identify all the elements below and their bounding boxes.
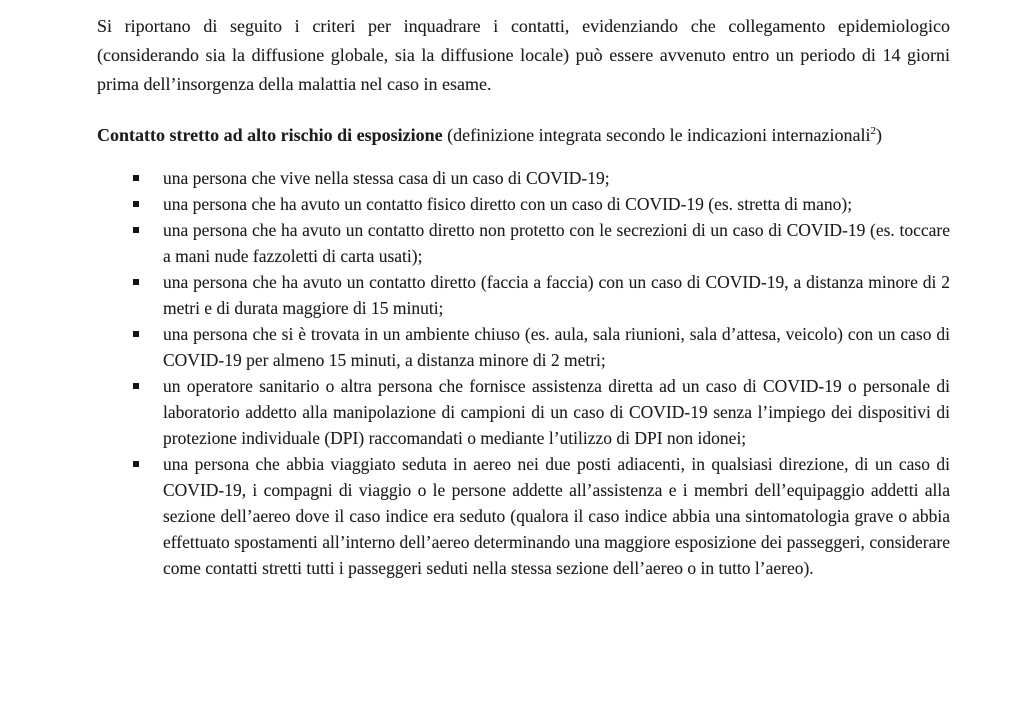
list-item-text: una persona che ha avuto un contatto diretto non protetto con le secrezioni di un caso di COVID-19 (es. toccare a mani nude fazzoletti di carta usati); [163, 220, 950, 266]
bullet-square-icon [133, 279, 139, 285]
section-heading-parenthetical: (definizione integrata secondo le indicazioni internazionali [442, 125, 871, 145]
section-heading-bold: Contatto stretto ad alto rischio di esposizione [97, 125, 443, 145]
intro-paragraph: Si riportano di seguito i criteri per inquadrare i contatti, evidenziando che collegamento epidemiologico (considerando sia la diffusione globale, sia la diffusione locale) può essere avvenuto entro un periodo di 14 giorni prima dell’insorgenza della malattia nel caso in esame. [97, 16, 950, 94]
list-item [97, 269, 950, 321]
list-item-text: una persona che ha avuto un contatto diretto (faccia a faccia) con un caso di COVID-19, a distanza minore di 2 metri e di durata maggiore di 15 minuti; [163, 272, 950, 318]
list-item [97, 451, 950, 581]
criteria-list [97, 165, 950, 581]
list-item-text: una persona che ha avuto un contatto fisico diretto con un caso di COVID-19 (es. stretta di mano); [163, 194, 853, 214]
section-heading [97, 123, 950, 147]
bullet-square-icon [133, 227, 139, 233]
bullet-square-icon [133, 201, 139, 207]
list-item-text: un operatore sanitario o altra persona che fornisce assistenza diretta ad un caso di COVID-19 o personale di laboratorio addetto alla manipolazione di campioni di un caso di COVID-19 senza l’impiego dei dispositivi di protezione individuale (DPI) raccomandati o mediante l’utilizzo di DPI non idonei; [163, 376, 950, 448]
bullet-square-icon [133, 175, 139, 181]
bullet-square-icon [133, 461, 139, 467]
list-item [97, 321, 950, 373]
bullet-square-icon [133, 331, 139, 337]
list-item-text: una persona che abbia viaggiato seduta in aereo nei due posti adiacenti, in qualsiasi direzione, di un caso di COVID-19, i compagni di viaggio o le persone addette all’assistenza e i membri dell’equipaggio addetti alla sezione dell’aereo dove il caso indice era seduto (qualora il caso indice abbia una sintomatologia grave o abbia effettuato spostamenti all’interno dell’aereo determinando una maggiore esposizione dei passeggeri, considerare come contatti stretti tutti i passeggeri seduti nella stessa sezione dell’aereo o in tutto l’aereo). [163, 454, 950, 578]
list-item [97, 373, 950, 451]
bullet-square-icon [133, 383, 139, 389]
list-item [97, 217, 950, 269]
footnote-reference: 2 [870, 125, 876, 137]
list-item-text: una persona che si è trovata in un ambiente chiuso (es. aula, sala riunioni, sala d’attesa, veicolo) con un caso di COVID-19 per almeno 15 minuti, a distanza minore di 2 metri; [163, 324, 950, 370]
section-heading-parenthetical-close: ) [875, 125, 882, 145]
list-item [97, 191, 950, 217]
list-item-text: una persona che vive nella stessa casa di un caso di COVID-19; [163, 168, 610, 188]
list-item [97, 165, 950, 191]
